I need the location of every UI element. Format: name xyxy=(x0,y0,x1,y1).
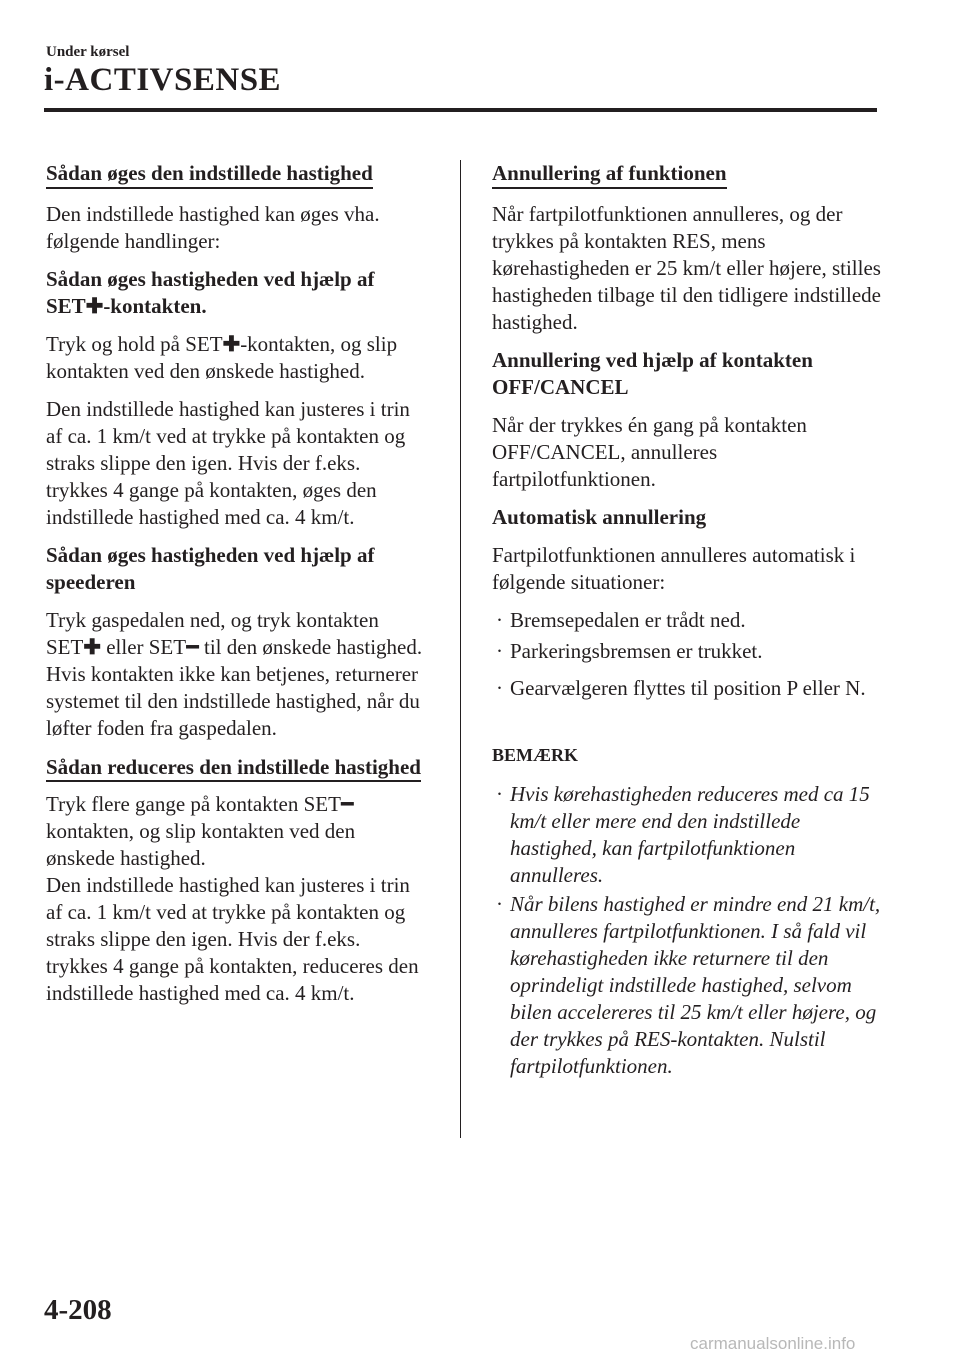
list-item-text: Bremsepedalen er trådt ned. xyxy=(510,608,746,632)
paragraph-accelerator-1 xyxy=(46,607,426,661)
list-item xyxy=(492,638,882,665)
paragraph-set-plus-2: Den indstillede hastighed kan justeres i trin af ca. 1 km/t ved at trykke på kontakten og straks slippe den igen. Hvis der f.eks. trykkes 4 gange på kontakten, øges den indstillede hastighed med ca. 4 km/t. xyxy=(46,397,410,529)
paragraph-cancel: Når fartpilotfunktionen annulleres, og der trykkes på kontakten RES, mens kørehastigheden er 25 km/t eller højere, stilles hastigheden tilbage til den tidligere indstillede hastighed. xyxy=(492,202,881,334)
heading-decrease-speed: Sådan reduceres den indstillede hastighed xyxy=(46,755,421,782)
paragraph-intro: Den indstillede hastighed kan øges vha. følgende handlinger: xyxy=(46,202,380,253)
minus-icon: ━ xyxy=(186,635,199,659)
set-plus-1-text-a: Tryk og hold på SET xyxy=(46,332,223,356)
heading-automatic-cancel: Automatisk annullering xyxy=(492,505,707,529)
bullet-icon: · xyxy=(496,608,503,632)
decrease-1-text-b: kontakten, og slip kontakten ved den ønskede hastighed. xyxy=(46,819,356,870)
paragraph-decrease-2: Den indstillede hastighed kan justeres i trin af ca. 1 km/t ved at trykke på kontakten og straks slippe den igen. Hvis der f.eks. trykkes 4 gange på kontakten, reduceres den indstillede hastighed med ca. 4 km/t. xyxy=(46,873,419,1005)
set-plus-1-text-b: -kontakten, og slip kontakten ved den ønskede hastighed. xyxy=(46,332,398,383)
header-rule xyxy=(44,108,877,112)
plus-icon: ✚ xyxy=(83,635,101,659)
bullet-icon: · xyxy=(496,892,503,916)
paragraph-decrease-1 xyxy=(46,791,426,872)
heading-set-plus-text-a: Sådan øges hastigheden ved hjælp af SET xyxy=(46,267,375,318)
plus-icon: ✚ xyxy=(85,294,104,318)
accel-1-text-a: Tryk gaspedalen ned, og tryk kontakten SET xyxy=(46,608,379,659)
bullet-icon: · xyxy=(496,639,503,663)
heading-accelerator: Sådan øges hastigheden ved hjælp af speederen xyxy=(46,543,375,594)
heading-set-plus xyxy=(46,266,426,320)
section-label: Under kørsel xyxy=(46,44,130,60)
right-column xyxy=(492,160,882,1082)
minus-icon: ━ xyxy=(340,792,354,816)
accel-1-text-c: til den ønskede hastighed. xyxy=(198,635,423,659)
list-item-text: Gearvælgeren flyttes til position P eller N. xyxy=(510,676,866,700)
bullet-icon: · xyxy=(496,676,503,700)
note-list xyxy=(492,781,882,1080)
paragraph-accelerator-2: Hvis kontakten ikke kan betjenes, returnerer systemet til den indstillede hastighed, når du løfter foden fra gaspedalen. xyxy=(46,662,420,740)
note-title: BEMÆRK xyxy=(492,745,579,765)
list-item-text: Parkeringsbremsen er trukket. xyxy=(510,639,763,663)
chapter-title: i-ACTIVSENSE xyxy=(44,62,282,98)
accel-1-text-b: eller SET xyxy=(100,635,187,659)
heading-set-plus-text-b: -kontakten. xyxy=(103,294,207,318)
paragraph-automatic-cancel: Fartpilotfunktionen annulleres automatisk i følgende situationer: xyxy=(492,543,856,594)
watermark: carmanualsonline.info xyxy=(690,1334,856,1353)
list-item xyxy=(492,607,882,634)
heading-off-cancel: Annullering ved hjælp af kontakten OFF/CANCEL xyxy=(492,348,813,399)
decrease-1-text-a: Tryk flere gange på kontakten SET xyxy=(46,792,341,816)
column-divider xyxy=(460,160,461,1138)
cancel-conditions-list xyxy=(492,607,882,702)
paragraph-set-plus-1 xyxy=(46,331,426,385)
note-item xyxy=(492,781,882,889)
plus-icon: ✚ xyxy=(222,332,241,356)
note-item xyxy=(492,891,882,1080)
note-item-text: Hvis kørehastigheden reduceres med ca 15 km/t eller mere end den indstillede hastighed, kan fartpilotfunktionen annulleres. xyxy=(510,782,870,887)
note-item-text: Når bilens hastighed er mindre end 21 km/t, annulleres fartpilotfunktionen. I så fald vil kørehastigheden ikke returnere til den oprindeligt indstillede hastighed, selvom bilen accelereres til 25 km/t eller højere, og der trykkes på RES-kontakten. Nulstil fartpilotfunktionen. xyxy=(510,892,881,1078)
heading-increase-speed: Sådan øges den indstillede hastighed xyxy=(46,160,373,189)
page-number: 4-208 xyxy=(44,1294,112,1326)
left-column xyxy=(46,160,426,1018)
list-item xyxy=(492,675,882,702)
paragraph-off-cancel: Når der trykkes én gang på kontakten OFF/CANCEL, annulleres fartpilotfunktionen. xyxy=(492,413,807,491)
heading-cancel-function: Annullering af funktionen xyxy=(492,160,727,189)
bullet-icon: · xyxy=(496,782,503,806)
